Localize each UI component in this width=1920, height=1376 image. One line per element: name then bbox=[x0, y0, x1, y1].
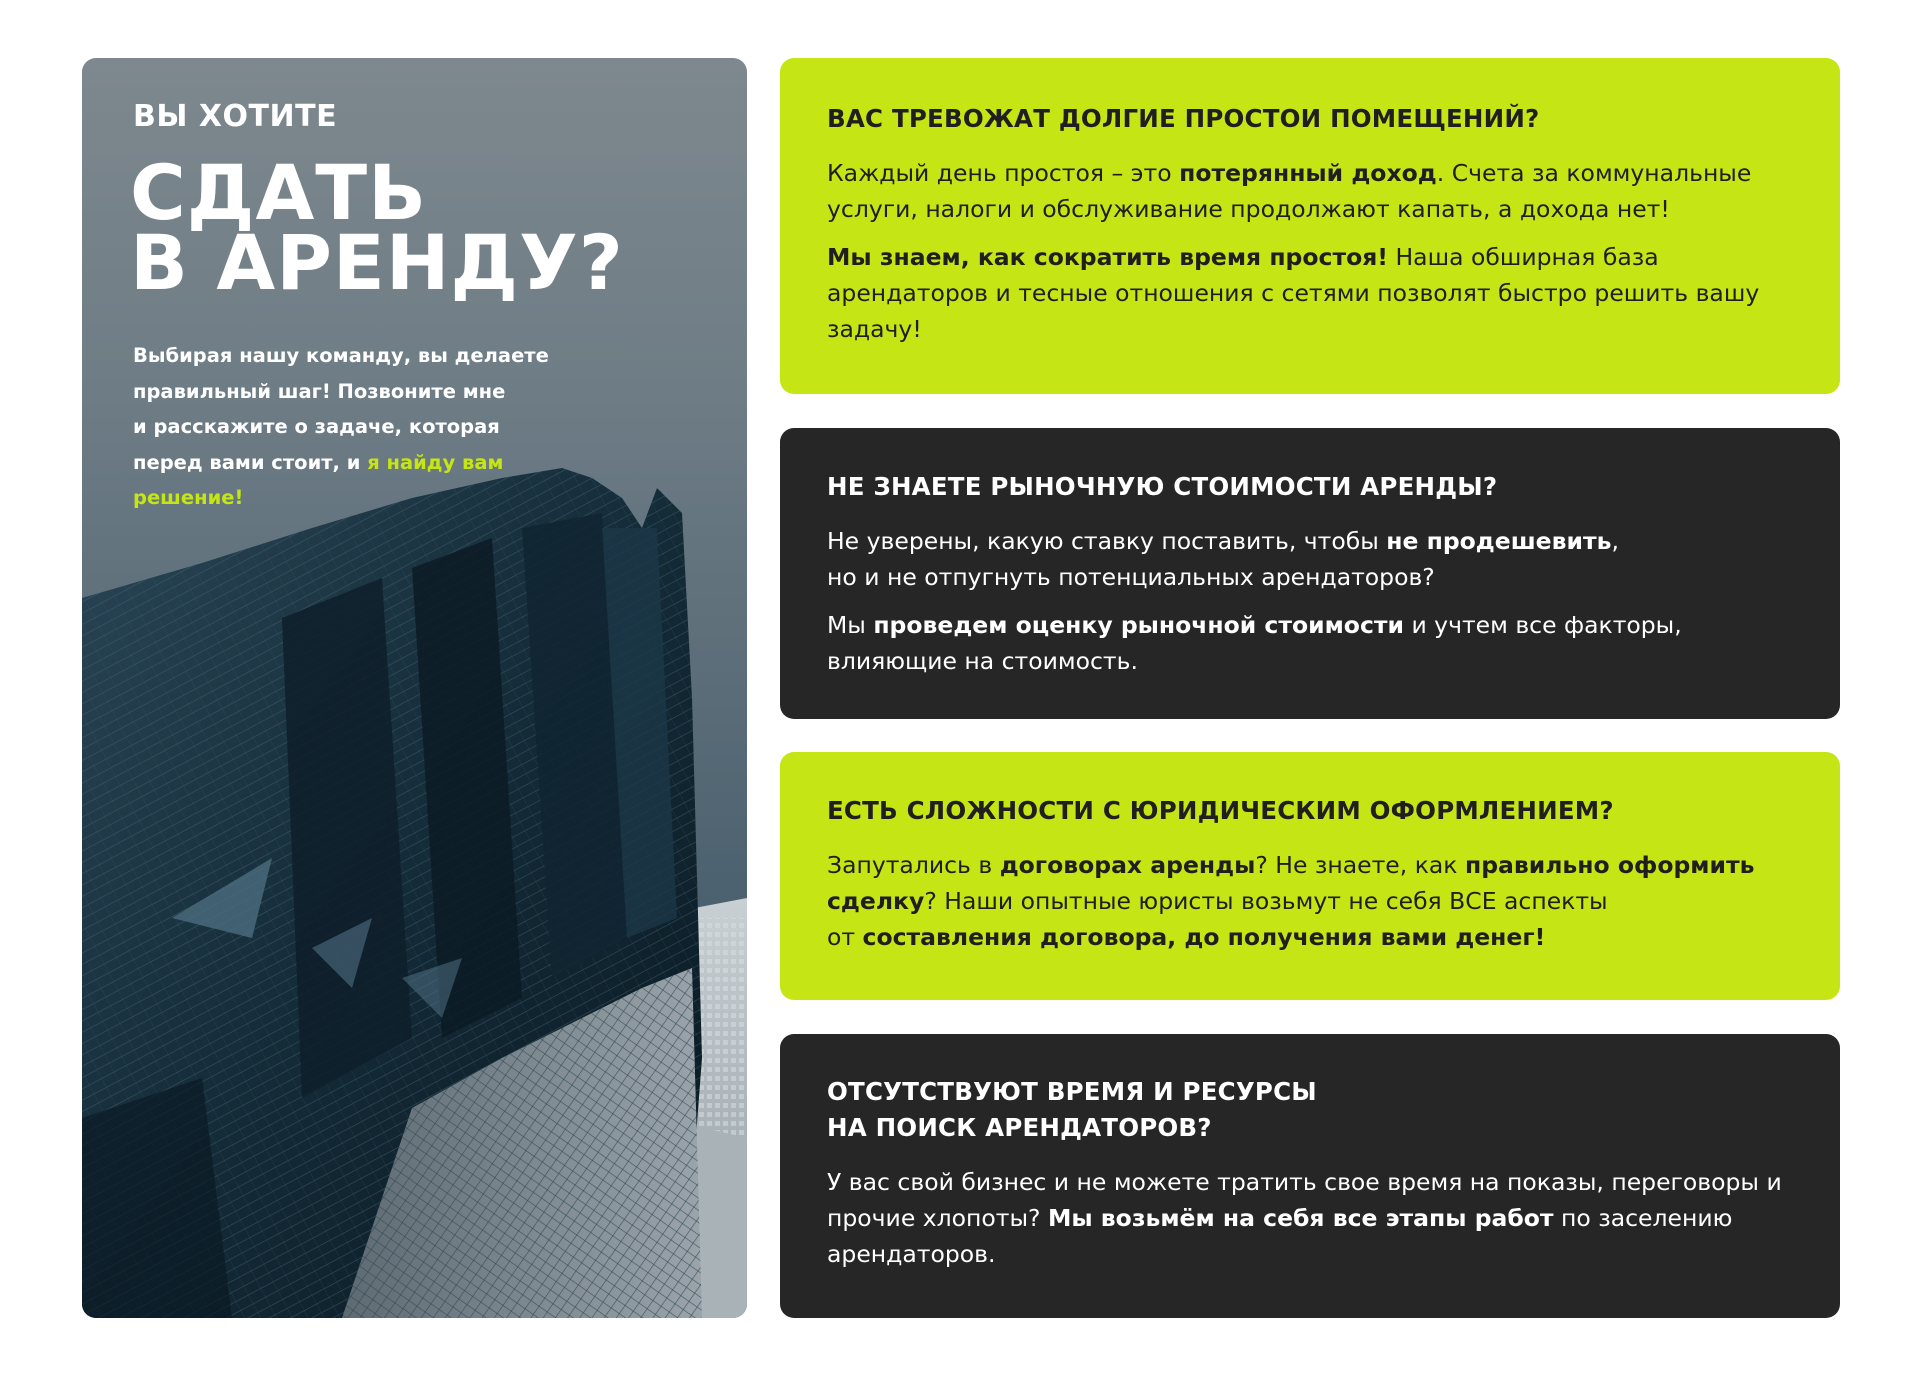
card-title: ЕСТЬ СЛОЖНОСТИ С ЮРИДИЧЕСКИМ ОФОРМЛЕНИЕМ? bbox=[827, 796, 1614, 825]
card-downtime bbox=[780, 58, 1840, 394]
hero-description-line: и расскажите о задаче, которая bbox=[133, 415, 500, 438]
emphasis: договорах аренды bbox=[999, 851, 1256, 879]
card-paragraph: Не уверены, какую ставку поставить, чтобы не продешевить, но и не отпугнуть потенциальных арендаторов? bbox=[827, 527, 1619, 591]
hero-description-line: Выбирая нашу команду, вы делаете bbox=[133, 344, 549, 367]
emphasis: составления договора, до получения вами денег! bbox=[862, 923, 1546, 951]
card-title: НЕ ЗНАЕТЕ РЫНОЧНУЮ СТОИМОСТИ АРЕНДЫ? bbox=[827, 472, 1498, 501]
hero-description-line: правильный шаг! Позвоните мне bbox=[133, 379, 506, 403]
card-title: ОТСУТСТВУЮТ ВРЕМЯ И РЕСУРСЫ НА ПОИСК АРЕНДАТОРОВ? bbox=[827, 1077, 1317, 1142]
card-time-resources bbox=[780, 1034, 1840, 1318]
emphasis: проведем оценку рыночной стоимости bbox=[873, 611, 1404, 639]
hero-title bbox=[130, 148, 624, 307]
card-market-value bbox=[780, 428, 1840, 719]
hero-accent-text: я найду вам решение! bbox=[133, 450, 504, 509]
hero-card bbox=[82, 58, 747, 1318]
card-paragraph: Мы проведем оценку рыночной стоимости и учтем все факторы, влияющие на стоимость. bbox=[827, 611, 1682, 675]
hero-kicker: ВЫ ХОТИТЕ bbox=[133, 99, 338, 134]
card-paragraph: Запутались в договорах аренды? Не знаете, как правильно оформить сделку? Наши опытные юристы возьмут не себя ВСЕ аспекты от составления договора, до получения вами денег! bbox=[827, 851, 1755, 951]
hero-description bbox=[133, 338, 603, 516]
hero-title-line-1: СДАТЬ bbox=[130, 148, 428, 237]
card-body bbox=[827, 155, 1793, 347]
card-paragraph: Каждый день простоя – это потерянный доход. Счета за коммунальные услуги, налоги и обслуживание продолжают капать, а дохода нет! bbox=[827, 159, 1752, 223]
card-body bbox=[827, 523, 1793, 679]
emphasis: Мы знаем, как сократить время простоя! bbox=[827, 243, 1389, 271]
card-paragraph: У вас свой бизнес и не можете тратить свое время на показы, переговоры и прочие хлопоты? Мы возьмём на себя все этапы работ по заселению арендаторов. bbox=[827, 1168, 1782, 1268]
emphasis: правильно оформить сделку bbox=[827, 851, 1755, 915]
hero-title-line-2: В АРЕНДУ? bbox=[130, 218, 624, 307]
card-legal bbox=[780, 752, 1840, 1000]
hero-description-line: перед вами стоит, и bbox=[133, 450, 368, 474]
emphasis: Мы возьмём на себя все этапы работ bbox=[1047, 1204, 1554, 1232]
card-body bbox=[827, 847, 1793, 955]
card-paragraph: Мы знаем, как сократить время простоя! Наша обширная база арендаторов и тесные отношения с сетями позволят быстро решить вашу задачу! bbox=[827, 243, 1760, 343]
card-title: ВАС ТРЕВОЖАТ ДОЛГИЕ ПРОСТОИ ПОМЕЩЕНИЙ? bbox=[827, 104, 1540, 133]
emphasis: потерянный доход bbox=[1179, 159, 1437, 187]
emphasis: не продешевить bbox=[1386, 527, 1612, 555]
card-body bbox=[827, 1164, 1793, 1272]
